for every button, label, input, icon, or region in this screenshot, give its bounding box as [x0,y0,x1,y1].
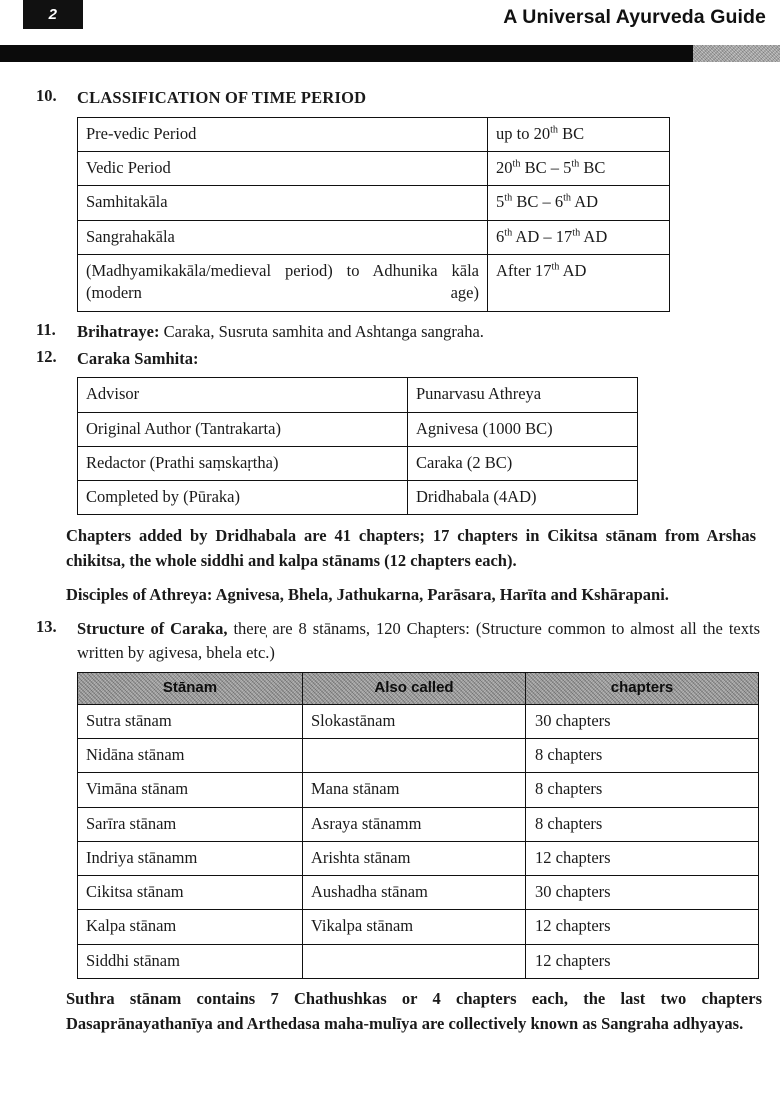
cell-stanam: Nidāna stānam [78,739,303,773]
range-pre: 20 [496,158,513,178]
table-row [78,876,759,910]
cell-chapters: 12 chapters [526,841,759,875]
header-rule [0,45,780,62]
list-item-12 [0,347,780,371]
cell-stanam: Cikitsa stānam [78,876,303,910]
list-item-10-number: 10. [36,86,57,105]
cell-chapters: 8 chapters [526,773,759,807]
cell-stanam: Sutra stānam [78,704,303,738]
list-item-11-number: 11. [36,319,56,339]
range-post: BC – 6 [512,192,564,212]
range-pre: After 17 [496,260,552,280]
structure-of-caraka-table [77,672,759,979]
time-period-name: Pre-vedic Period [78,117,488,151]
list-item-11-text [77,320,780,344]
caraka-person: Punarvasu Athreya [408,378,638,412]
caraka-role: Completed by (Pūraka) [78,481,408,515]
cell-stanam: Indriya stānamm [78,841,303,875]
range-sup: th [551,261,560,273]
range-post2: AD [580,226,608,246]
table-row [78,117,670,151]
cell-chapters: 12 chapters [526,944,759,978]
range-sup: th [504,192,513,204]
table-row [78,944,759,978]
range-post: AD [559,260,587,280]
list-item-10 [0,86,780,110]
caraka-person: Caraka (2 BC) [408,446,638,480]
list-item-13-label: Structure of Caraka, [77,618,228,638]
cell-stanam: Sarīra stānam [78,807,303,841]
paragraph-disciples: Disciples of Athreya: Agnivesa, Bhela, Jathukarna, Parāsara, Harīta and Kshārapani. [66,584,669,604]
list-item-12-number: 12. [36,347,57,367]
list-item-13-number: 13. [36,616,57,636]
caraka-person: Agnivesa (1000 BC) [408,412,638,446]
classification-of-time-period-table [77,117,670,312]
table-row [78,739,759,773]
range-pre: 6 [496,226,505,246]
range-sup: th [504,227,513,239]
range-post2: AD [571,192,599,212]
page-header [0,0,780,64]
range-sup2: th [571,158,580,170]
table-row [78,412,638,446]
cell-also-called: Mana stānam [303,773,526,807]
cell-chapters: 30 chapters [526,704,759,738]
cell-stanam: Kalpa stānam [78,910,303,944]
column-header-chapters: chapters [526,672,759,704]
paragraph-dridhabala: Chapters added by Dridhabala are 41 chapters; 17 chapters in Cikitsa stānam from Arshas chikitsa, the whole siddhi and kalpa stānams (12 chapters each). [66,526,756,571]
table-row [78,446,638,480]
time-period-name: Sangrahakāla [78,220,488,254]
range-sup2: th [563,192,572,204]
time-period-name: Vedic Period [78,152,488,186]
range-post: AD – 17 [512,226,573,246]
list-item-12-label: Caraka Samhita: [77,349,199,369]
list-item-11-body: Caraka, Susruta samhita and Ashtanga sangraha. [159,321,484,341]
table-header-row [78,672,759,704]
caraka-samhita-table [77,377,638,515]
range-pre: 5 [496,192,505,212]
list-item-10-heading: CLASSIFICATION OF TIME PERIOD [77,88,367,107]
header-rule-dark-segment [0,45,693,62]
header-rule-grey-segment [693,45,780,62]
range-sup2: th [572,227,581,239]
cell-chapters: 8 chapters [526,807,759,841]
cell-also-called: Slokastānam [303,704,526,738]
cell-chapters: 8 chapters [526,739,759,773]
time-period-range [488,254,670,311]
caraka-role: Original Author (Tantrakarta) [78,412,408,446]
time-period-name: (Madhyamikakāla/medieval period) to Adhunika kāla (modern age) [78,254,488,311]
table-row [78,152,670,186]
caraka-person: Dridhabala (4AD) [408,481,638,515]
table-row [78,704,759,738]
range-post: BC [558,123,585,143]
table-row [78,254,670,311]
table-row [78,773,759,807]
column-header-also-called: Also called [303,672,526,704]
table-row [78,186,670,220]
range-sup: th [550,124,559,136]
cell-also-called: Vikalpa stānam [303,910,526,944]
table-row [78,807,759,841]
list-item-13-text [77,617,780,665]
cell-chapters: 30 chapters [526,876,759,910]
cell-also-called [303,739,526,773]
table-row [78,220,670,254]
cell-stanam: Siddhi stānam [78,944,303,978]
caraka-role: Redactor (Prathi saṃskaṛtha) [78,446,408,480]
list-item-13-body: there̩ are 8 stānams, 120 Chapters: (Structure common to almost all the texts written by agivesa, bhela etc.) [77,618,760,662]
time-period-range [488,117,670,151]
range-sup: th [512,158,521,170]
book-title: A Universal Ayurveda Guide [503,6,766,28]
time-period-range [488,152,670,186]
list-item-11-label: Brihatraye: [77,321,160,341]
page-number-badge: 2 [23,0,83,29]
table-row [78,841,759,875]
column-header-stanam: Stānam [78,672,303,704]
table-row [78,481,638,515]
list-item-13 [0,617,780,665]
cell-also-called: Aushadha stānam [303,876,526,910]
caraka-role: Advisor [78,378,408,412]
cell-also-called: Arishta stānam [303,841,526,875]
time-period-name: Samhitakāla [78,186,488,220]
cell-also-called [303,944,526,978]
cell-also-called: Asraya stānamm [303,807,526,841]
time-period-range [488,220,670,254]
range-post: BC – 5 [520,158,572,178]
paragraph-suthra: Suthra stānam contains 7 Chathushkas or 4 chapters each, the last two chapters Dasaprānayathanīya and Arthedasa maha-mulīya are collectively known as Sangraha adhyayas. [66,988,762,1033]
table-row [78,378,638,412]
cell-stanam: Vimāna stānam [78,773,303,807]
cell-chapters: 12 chapters [526,910,759,944]
range-pre: up to 20 [496,123,551,143]
list-item-12-text [77,347,780,371]
range-post2: BC [579,158,606,178]
time-period-range [488,186,670,220]
page-content [0,86,780,1045]
table-row [78,910,759,944]
list-item-11 [0,320,780,344]
